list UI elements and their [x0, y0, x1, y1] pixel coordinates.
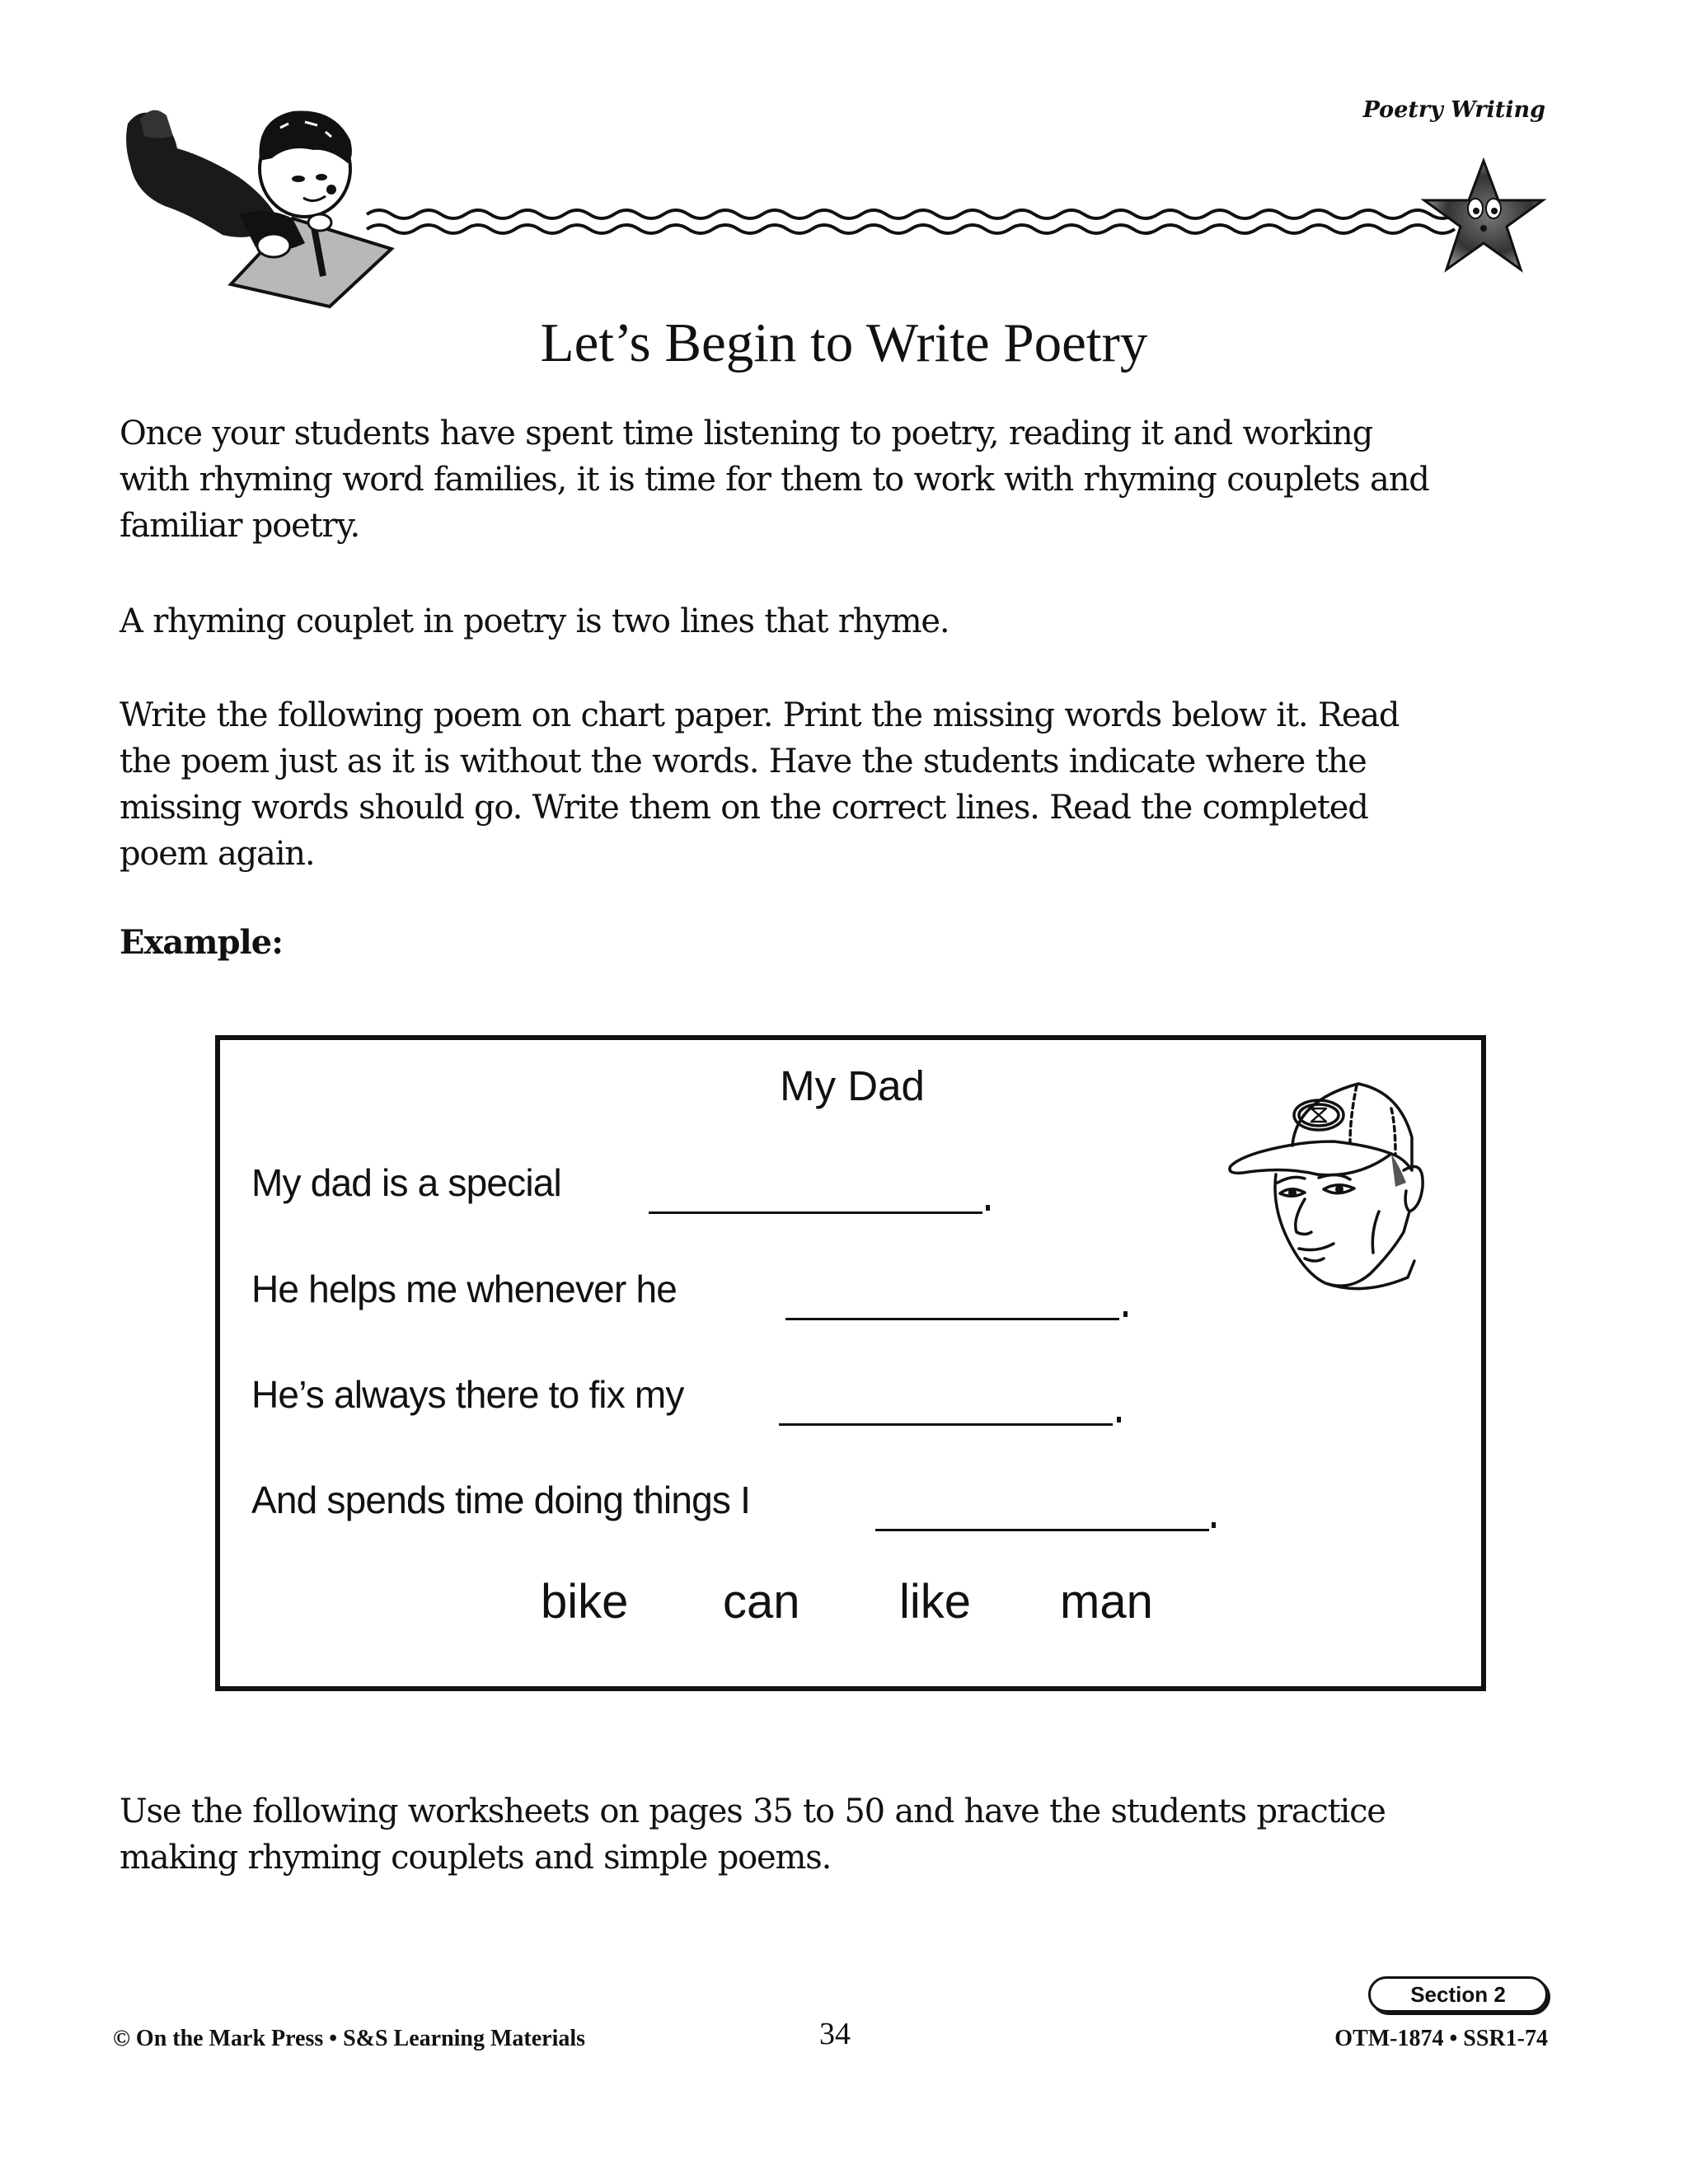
intro-line: Once your students have spent time listening to poetry, reading it and working: [120, 415, 1372, 452]
publisher-credit: © On the Mark Press • S&S Learning Materials: [113, 2026, 586, 2051]
instruction-line: the poem just as it is without the words. Have the students indicate where the: [120, 743, 1367, 780]
intro-paragraph: [120, 410, 1537, 549]
instruction-line: poem again.: [120, 835, 315, 873]
section-header-label: Poetry Writing: [1362, 97, 1545, 123]
dad-with-cap-icon: [1226, 1076, 1437, 1306]
word-bank-item: can: [723, 1575, 800, 1629]
wavy-line-icon: [367, 210, 1455, 233]
instruction-line: Write the following poem on chart paper. Print the missing words below it. Read: [120, 696, 1400, 734]
definition-line: A rhyming couplet in poetry is two lines that rhyme.: [120, 602, 950, 640]
header-banner: [115, 99, 1574, 321]
closing-paragraph: [120, 1788, 1537, 1881]
couplet-definition: [120, 598, 1537, 644]
answer-blank-4[interactable]: [875, 1529, 1209, 1531]
product-code: OTM-1874 • SSR1-74: [1334, 2026, 1548, 2051]
boy-drawing-icon: [126, 110, 392, 307]
answer-blank-1[interactable]: [649, 1212, 982, 1214]
instructions-paragraph: [120, 692, 1537, 877]
poem-line-4: And spends time doing things I: [251, 1479, 751, 1521]
star-face-icon: [1424, 161, 1543, 269]
page-title: Let’s Begin to Write Poetry: [540, 312, 1148, 373]
period: [986, 1205, 990, 1211]
intro-line: with rhyming word families, it is time for them to work with rhyming couplets and: [120, 461, 1429, 499]
poem-title-text: My Dad: [780, 1062, 925, 1109]
closing-line: Use the following worksheets on pages 35 to 50 and have the students practice: [120, 1793, 1386, 1830]
answer-blank-3[interactable]: [779, 1423, 1113, 1426]
period: [1123, 1311, 1128, 1317]
period: [1212, 1522, 1216, 1528]
page-number: 34: [819, 2017, 851, 2051]
poem-line-1: My dad is a special: [251, 1161, 561, 1204]
intro-line: familiar poetry.: [120, 507, 359, 545]
section-badge: Section 2: [1368, 1976, 1548, 2013]
closing-line: making rhyming couplets and simple poems.: [120, 1839, 832, 1877]
poem-line-3: He’s always there to fix my: [251, 1373, 684, 1416]
poem-line-2: He helps me whenever he: [251, 1268, 678, 1310]
example-heading: Example:: [120, 923, 283, 962]
period: [1117, 1417, 1121, 1422]
answer-blank-2[interactable]: [785, 1318, 1119, 1320]
word-bank-item: man: [1060, 1575, 1153, 1629]
word-bank-item: like: [899, 1575, 972, 1629]
instruction-line: missing words should go. Write them on the correct lines. Read the completed: [120, 789, 1368, 827]
word-bank-item: bike: [541, 1575, 629, 1629]
